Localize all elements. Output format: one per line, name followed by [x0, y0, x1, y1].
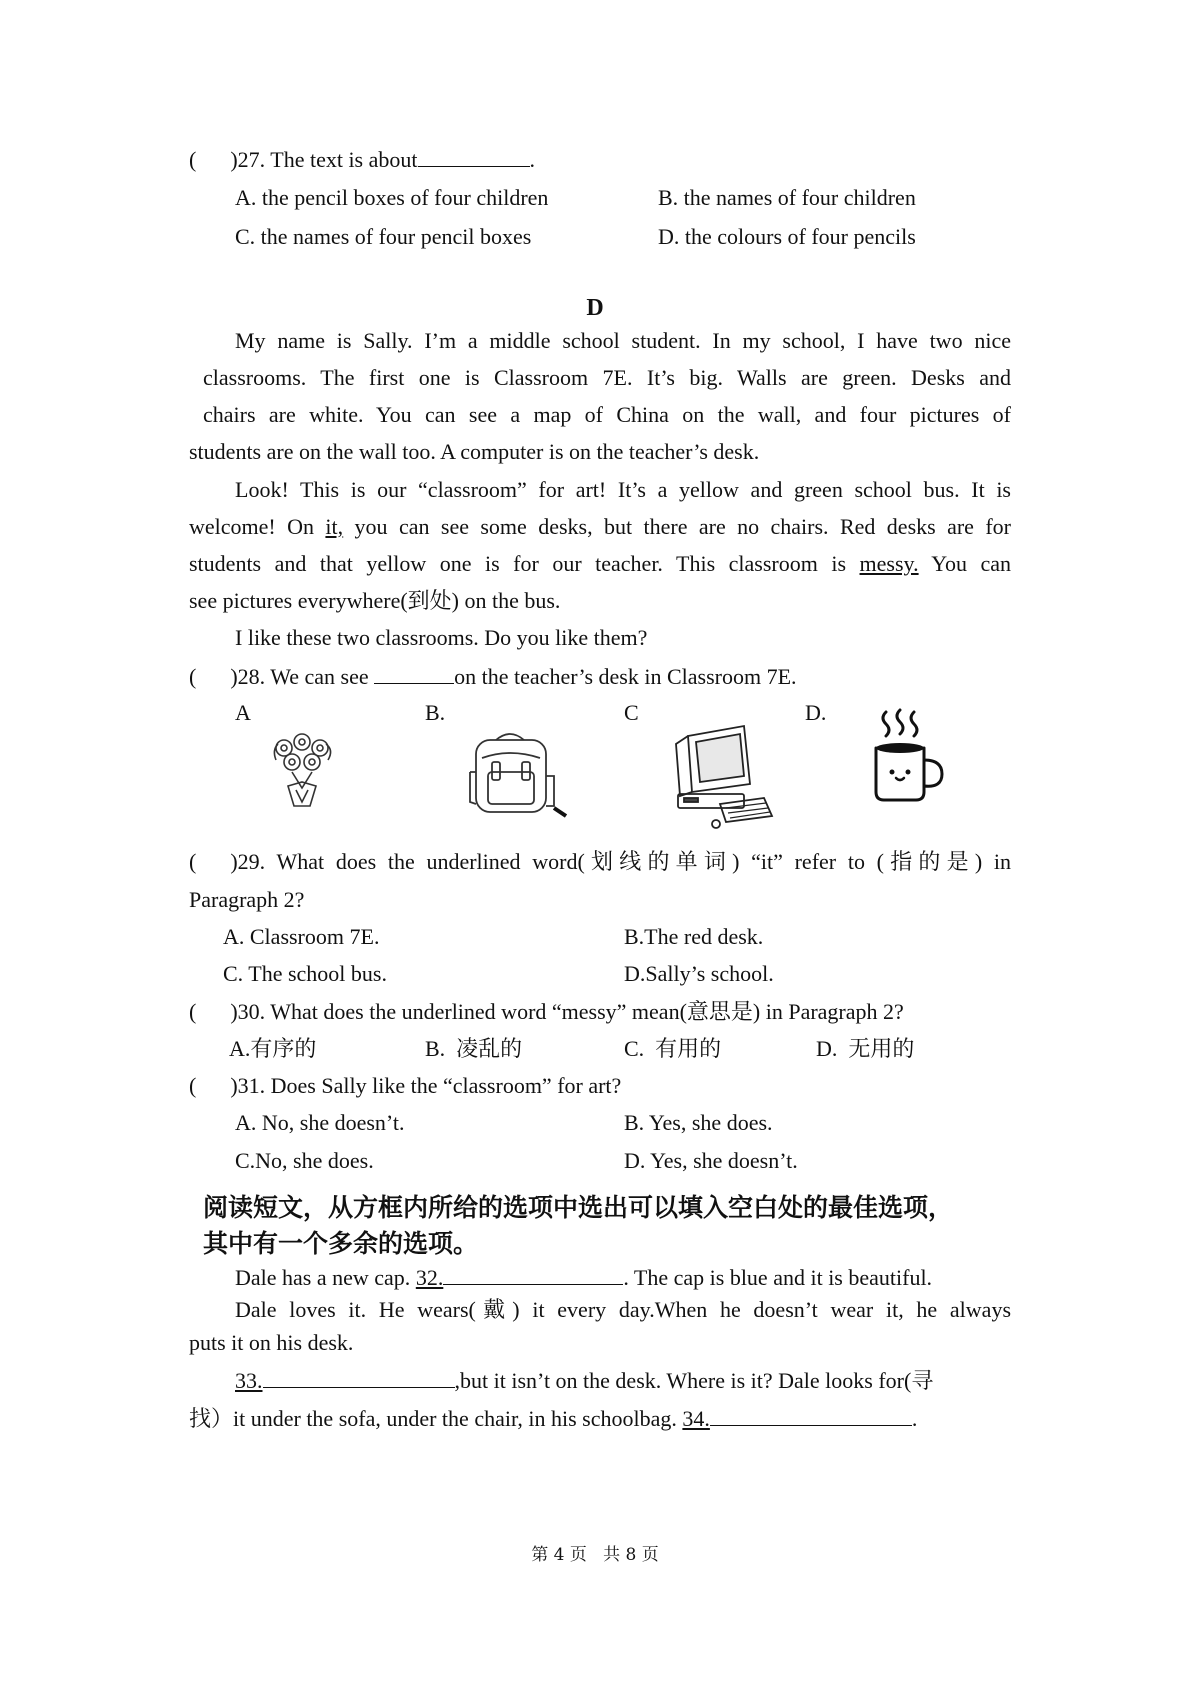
q30-stem-text: )30. What does the underlined word “messy” mean(意思是) in Paragraph 2?	[230, 999, 904, 1024]
q28-answer-blank	[374, 661, 454, 684]
blank-33-number: 33.	[235, 1368, 263, 1393]
q27-option-a: A. the pencil boxes of four children	[235, 185, 549, 210]
q29-option-d: D.Sally’s school.	[624, 961, 774, 986]
page-footer: 第 4 页 共 8 页	[531, 1545, 659, 1565]
q31-paren: (	[189, 1073, 197, 1098]
passage-p2-line3-a: students and that yellow one is for our teacher. This classroom is	[189, 551, 860, 576]
q30-stem	[189, 997, 904, 1027]
q30-option-c: C. 有用的	[624, 1036, 722, 1061]
passage-p1-line3: chairs are white. You can see a map of China on the wall, and four pictures of	[203, 402, 1011, 427]
blank-32	[443, 1262, 623, 1285]
underlined-it: it,	[325, 514, 344, 539]
passage-p1-line1: My name is Sally. I’m a middle school student. In my school, I have two nice	[235, 328, 1011, 353]
fill-line2: Dale loves it. He wears(戴) it every day.When he doesn’t wear it, he always	[235, 1297, 1011, 1322]
passage-p2-line4: see pictures everywhere(到处) on the bus.	[189, 588, 561, 613]
q30-option-a: A.有序的	[229, 1036, 317, 1061]
q28-stem	[189, 661, 797, 692]
q28-stem-text: )28. We can see	[230, 664, 375, 689]
q29-option-a: A. Classroom 7E.	[223, 924, 380, 949]
q29-paren: (	[189, 849, 197, 874]
backpack-icon	[460, 726, 570, 818]
fill-line1-end: . The cap is blue and it is beautiful.	[623, 1265, 933, 1290]
q29-stem-line1	[189, 847, 1011, 877]
passage-p2-line2	[189, 512, 1011, 542]
fill-line5-end: .	[911, 1406, 918, 1431]
passage-p1-line4: students are on the wall too. A computer is on the teacher’s desk.	[189, 439, 760, 464]
fill-line1	[235, 1262, 932, 1293]
q29-stem-text: )29. What does the underlined word(划线的单词) “it” refer to (指的是) in	[230, 849, 1011, 874]
q31-option-a: A. No, she doesn’t.	[235, 1110, 405, 1135]
q27-option-d: D. the colours of four pencils	[658, 224, 916, 249]
q31-option-d: D. Yes, she doesn’t.	[624, 1148, 798, 1173]
blank-34	[710, 1403, 912, 1426]
blank-32-number: 32.	[415, 1265, 444, 1290]
passage-p2-line2-a: welcome! On	[189, 514, 326, 539]
passage-p2-line3	[189, 549, 1011, 579]
passage-p3: I like these two classrooms. Do you like them?	[235, 625, 648, 650]
section-d-heading: D	[586, 295, 604, 321]
q27-option-c: C. the names of four pencil boxes	[235, 224, 532, 249]
q28-stem-end: on the teacher’s desk in Classroom 7E.	[454, 664, 797, 689]
q27-answer-blank	[418, 144, 530, 167]
q30-option-b: B. 凌乱的	[425, 1036, 523, 1061]
q28-label-b: B.	[425, 700, 446, 725]
fill-line4	[235, 1365, 933, 1396]
passage-p2-line1: Look! This is our “classroom” for art! It’s a yellow and green school bus. It is	[235, 477, 1011, 502]
q31-stem	[189, 1071, 621, 1101]
passage-p1-line2: classrooms. The first one is Classroom 7E. It’s big. Walls are green. Desks and	[203, 365, 1011, 390]
computer-icon	[668, 722, 778, 830]
fill-line3: puts it on his desk.	[189, 1330, 354, 1355]
fill-line5	[189, 1403, 917, 1434]
q28-label-a: A	[235, 700, 251, 725]
q28-paren: (	[189, 664, 197, 689]
blank-33	[263, 1365, 455, 1388]
q28-label-d: D.	[805, 700, 827, 725]
q27-stem-end: .	[529, 147, 535, 172]
q31-option-b: B. Yes, she does.	[624, 1110, 773, 1135]
passage-p2-line2-b: you can see some desks, but there are no chairs. Red desks are for	[343, 514, 1011, 539]
q28-label-c: C	[624, 700, 639, 725]
q27-stem	[189, 144, 535, 175]
section-fill-title-line2: 其中有一个多余的选项。	[203, 1229, 479, 1258]
fill-line1-text: Dale has a new cap.	[235, 1265, 416, 1290]
q29-option-c: C. The school bus.	[223, 961, 387, 986]
section-fill-title-line1: 阅读短文，从方框内所给的选项中选出可以填入空白处的最佳选项，	[203, 1193, 954, 1222]
q29-stem-line2: Paragraph 2?	[189, 887, 305, 912]
blank-34-number: 34.	[682, 1406, 710, 1431]
fill-line5-text: 找）it under the sofa, under the chair, in his schoolbag.	[189, 1406, 683, 1431]
q29-option-b: B.The red desk.	[624, 924, 764, 949]
q30-paren: (	[189, 999, 197, 1024]
q31-option-c: C.No, she does.	[235, 1148, 374, 1173]
q27-option-b: B. the names of four children	[658, 185, 916, 210]
q27-paren: (	[189, 147, 197, 172]
q27-stem-text: )27. The text is about	[230, 147, 418, 172]
q31-stem-text: )31. Does Sally like the “classroom” for art?	[230, 1073, 622, 1098]
flower-bouquet-icon	[262, 730, 344, 810]
fill-line4-text: ,but it isn’t on the desk. Where is it? Dale looks for(寻	[454, 1368, 934, 1393]
q30-option-d: D. 无用的	[816, 1036, 915, 1061]
coffee-mug-icon	[868, 708, 948, 804]
underlined-messy: messy.	[859, 551, 919, 576]
passage-p2-line3-b: You can	[918, 551, 1011, 576]
